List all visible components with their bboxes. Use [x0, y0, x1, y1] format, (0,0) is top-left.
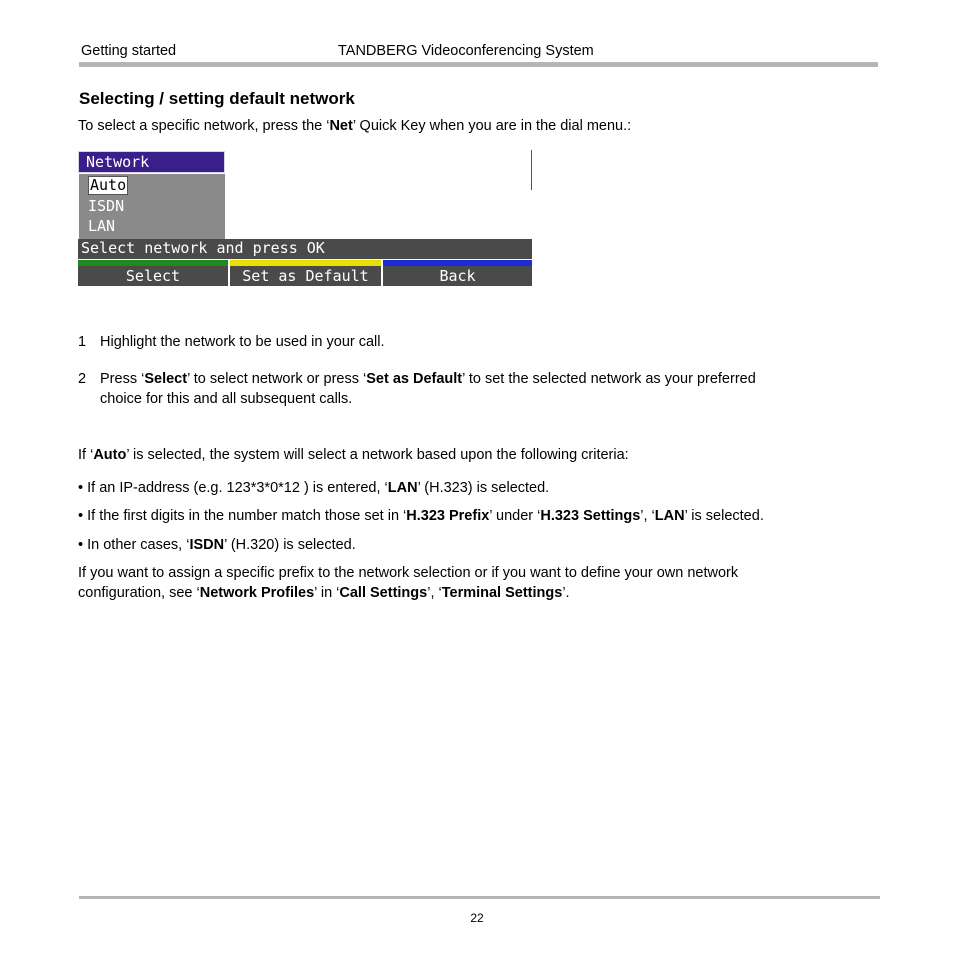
auto-part: If ‘ — [78, 447, 94, 463]
final-part: configuration, see ‘ — [78, 585, 200, 601]
bullet-3-part: ’ (H.320) is selected. — [224, 537, 356, 553]
bullet-2-prefix: H.323 Prefix — [406, 508, 490, 524]
final-network-profiles: Network Profiles — [199, 585, 315, 601]
menu-title-text: Network — [86, 153, 150, 171]
bullet-3-isdn: ISDN — [189, 537, 225, 553]
final-paragraph — [78, 563, 738, 603]
bullet-2-part: ’, ‘ — [640, 508, 655, 524]
network-options-list — [79, 174, 225, 240]
intro-bold: Net — [329, 118, 353, 134]
intro-paragraph — [78, 116, 631, 136]
set-default-softkey-label: Set as Default — [230, 266, 381, 286]
bullet-3-part: • In other cases, ‘ — [78, 537, 190, 553]
bullet-2-settings: H.323 Settings — [540, 508, 641, 524]
softkey-bar — [78, 260, 532, 286]
step-1-text: Highlight the network to be used in your call. — [100, 334, 385, 350]
menu-title — [78, 151, 225, 173]
status-text: Select network and press OK — [81, 239, 325, 257]
footer-rule — [79, 896, 880, 899]
final-call-settings: Call Settings — [339, 585, 428, 601]
network-menu-screenshot — [78, 150, 532, 286]
final-part: If you want to assign a specific prefix to the network selection or if you want to define your own network — [78, 565, 739, 581]
back-softkey[interactable] — [383, 260, 532, 286]
option-isdn[interactable]: ISDN — [88, 197, 125, 215]
step-2-part: ’ to select network or press ‘ — [187, 371, 367, 387]
header-section: Getting started — [81, 43, 177, 59]
bullet-2-part: ’ under ‘ — [489, 508, 541, 524]
step-2-part: ’ to set the selected network as your preferred — [462, 371, 756, 387]
step-1-number: 1 — [78, 334, 87, 350]
intro-pre: To select a specific network, press the ‘ — [78, 118, 330, 134]
step-2-part: Press ‘ — [100, 371, 145, 387]
auto-bold: Auto — [93, 447, 127, 463]
step-2-part: choice for this and all subsequent calls. — [100, 391, 353, 407]
auto-paragraph — [78, 445, 629, 465]
set-default-softkey[interactable] — [230, 260, 381, 286]
select-softkey-label: Select — [78, 266, 228, 286]
option-auto[interactable]: Auto — [90, 176, 127, 194]
bullet-2 — [78, 506, 764, 526]
bullet-2-lan: LAN — [654, 508, 685, 524]
header-rule — [79, 62, 878, 67]
bullet-1-part: • If an IP-address (e.g. 123*3*0*12 ) is entered, ‘ — [78, 480, 388, 496]
bullet-2-part: ’ is selected. — [684, 508, 764, 524]
page-title: Selecting / setting default network — [79, 89, 355, 108]
back-softkey-label: Back — [383, 266, 532, 286]
select-softkey[interactable] — [78, 260, 228, 286]
final-part: ’, ‘ — [427, 585, 442, 601]
step-2-text — [100, 369, 756, 409]
final-part: ’ in ‘ — [314, 585, 340, 601]
screen-divider — [531, 150, 532, 190]
status-bar — [78, 239, 532, 259]
step-2-number: 2 — [78, 371, 87, 387]
page-number: 22 — [470, 911, 484, 925]
intro-post: ’ Quick Key when you are in the dial menu.: — [352, 118, 632, 134]
bullet-1-lan: LAN — [387, 480, 418, 496]
auto-part: ’ is selected, the system will select a network based upon the following criteria: — [126, 447, 629, 463]
step-2-select: Select — [144, 371, 188, 387]
bullet-2-part: • If the first digits in the number match those set in ‘ — [78, 508, 407, 524]
final-part: ’. — [562, 585, 570, 601]
final-terminal-settings: Terminal Settings — [441, 585, 563, 601]
bullet-1 — [78, 478, 549, 498]
option-lan[interactable]: LAN — [88, 217, 116, 235]
bullet-1-part: ’ (H.323) is selected. — [417, 480, 550, 496]
step-2-set-default: Set as Default — [366, 371, 463, 387]
bullet-3 — [78, 535, 356, 555]
header-product: TANDBERG Videoconferencing System — [338, 43, 594, 59]
